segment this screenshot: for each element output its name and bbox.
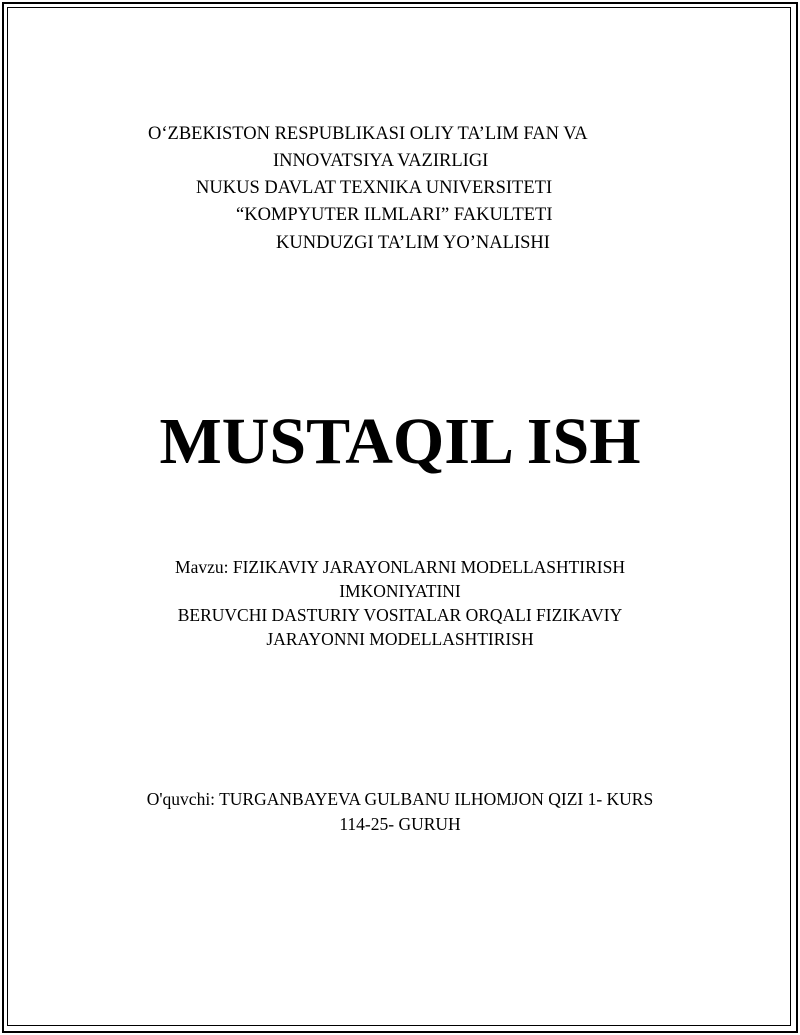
topic-line-3: BERUVCHI DASTURIY VOSITALAR ORQALI FIZIKAVIY — [177, 605, 623, 625]
student-group-line: 114-25- GURUH — [339, 814, 461, 834]
header-ministry-line-2: INNOVATSIYA VAZIRLIGI — [273, 151, 489, 171]
header-ministry-line-1: O‘ZBEKISTON RESPUBLIKASI OLIY TA’LIM FAN VA — [148, 124, 588, 144]
header-faculty: “KOMPYUTER ILMLARI” FAKULTETI — [236, 205, 553, 225]
header-study-mode: KUNDUZGI TA’LIM YO’NALISHI — [276, 233, 550, 253]
topic-line-2: IMKONIYATINI — [339, 581, 461, 601]
topic-line-1: Mavzu: FIZIKAVIY JARAYONLARNI MODELLASHTIRISH — [175, 557, 625, 577]
student-name-line: O'quvchi: TURGANBAYEVA GULBANU ILHOMJON QIZI 1- KURS — [146, 789, 654, 809]
header-university: NUKUS DAVLAT TEXNIKA UNIVERSITETI — [196, 178, 553, 198]
topic-line-4: JARAYONNI MODELLASHTIRISH — [266, 629, 534, 649]
document-title: MUSTAQIL ISH — [159, 405, 641, 478]
